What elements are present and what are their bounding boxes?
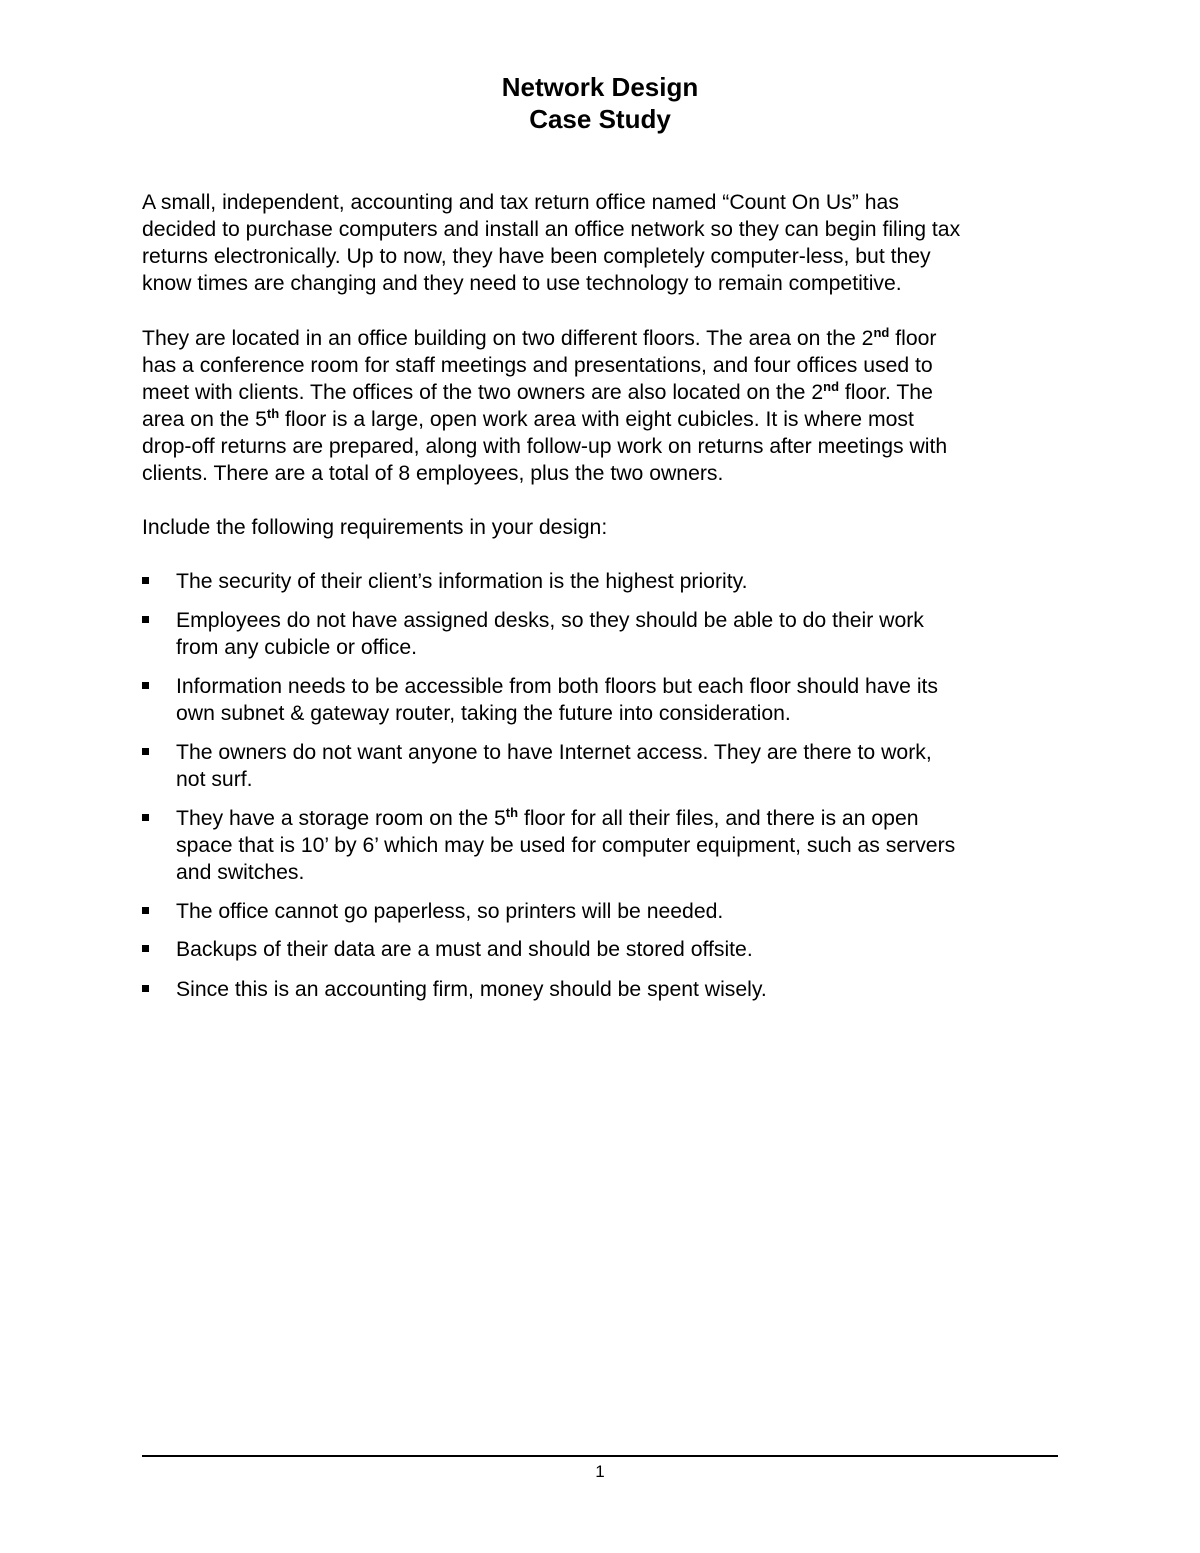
requirement-text xyxy=(176,607,1072,661)
requirement-line: The office cannot go paperless, so printers will be needed. xyxy=(176,900,724,923)
location-line xyxy=(142,379,1072,406)
bullet-square-icon xyxy=(142,814,149,821)
footer-divider xyxy=(142,1455,1058,1457)
requirement-line: and switches. xyxy=(176,861,305,884)
location-line: clients. There are a total of 8 employees, plus the two owners. xyxy=(142,462,724,485)
document-title: Network Design xyxy=(501,72,699,102)
ordinal-suffix: nd xyxy=(823,378,840,394)
requirement-text xyxy=(176,936,1072,963)
document-subtitle: Case Study xyxy=(529,104,671,134)
requirement-line: Backups of their data are a must and should be stored offsite. xyxy=(176,938,753,961)
location-text: floor. The xyxy=(839,381,933,404)
bullet-square-icon xyxy=(142,577,149,584)
requirement-line xyxy=(176,805,1072,832)
location-paragraph xyxy=(142,325,1072,487)
requirement-line: own subnet & gateway router, taking the future into consideration. xyxy=(176,702,791,725)
requirement-text-part: floor for all their files, and there is an open xyxy=(518,807,919,830)
ordinal-suffix: nd xyxy=(873,324,890,340)
intro-line: know times are changing and they need to use technology to remain competitive. xyxy=(142,272,902,295)
intro-line: returns electronically. Up to now, they have been completely computer-less, but they xyxy=(142,245,931,268)
intro-line: decided to purchase computers and install an office network so they can begin filing tax xyxy=(142,218,961,241)
location-text: floor xyxy=(889,327,937,350)
requirement-text xyxy=(176,805,1072,886)
requirement-line: Information needs to be accessible from both floors but each floor should have its xyxy=(176,675,939,698)
requirement-line: from any cubicle or office. xyxy=(176,636,418,659)
intro-line: A small, independent, accounting and tax return office named “Count On Us” has xyxy=(142,191,899,214)
requirement-line: space that is 10’ by 6’ which may be used for computer equipment, such as servers xyxy=(176,834,956,857)
location-text: floor is a large, open work area with eight cubicles. It is where most xyxy=(279,408,914,431)
bullet-square-icon xyxy=(142,945,149,952)
requirement-text xyxy=(176,976,1072,1003)
bullet-square-icon xyxy=(142,616,149,623)
location-text: meet with clients. The offices of the two owners are also located on the 2 xyxy=(142,381,824,404)
ordinal-suffix: th xyxy=(266,405,280,421)
ordinal-suffix: th xyxy=(505,804,519,820)
location-line xyxy=(142,325,1072,352)
bullet-square-icon xyxy=(142,985,149,992)
location-line: drop-off returns are prepared, along with follow-up work on returns after meetings with xyxy=(142,435,948,458)
intro-paragraph xyxy=(142,189,1072,297)
requirement-text xyxy=(176,673,1072,727)
location-line xyxy=(142,406,1072,433)
requirement-text xyxy=(176,568,1072,595)
page-number: 1 xyxy=(595,1462,605,1481)
requirement-line: The security of their client’s information is the highest priority. xyxy=(176,570,748,593)
bullet-square-icon xyxy=(142,748,149,755)
requirement-line: The owners do not want anyone to have Internet access. They are there to work, xyxy=(176,741,932,764)
requirement-line: not surf. xyxy=(176,768,253,791)
location-text: area on the 5 xyxy=(142,408,267,431)
location-text: They are located in an office building on two different floors. The area on the 2 xyxy=(142,327,874,350)
requirement-text xyxy=(176,898,1072,925)
requirement-text-part: They have a storage room on the 5 xyxy=(176,807,506,830)
bullet-square-icon xyxy=(142,682,149,689)
requirement-line: Since this is an accounting firm, money should be spent wisely. xyxy=(176,978,767,1001)
location-line: has a conference room for staff meetings and presentations, and four offices used to xyxy=(142,354,933,377)
requirement-text xyxy=(176,739,1072,793)
requirements-intro: Include the following requirements in your design: xyxy=(142,516,608,539)
requirement-line: Employees do not have assigned desks, so they should be able to do their work xyxy=(176,609,924,632)
bullet-square-icon xyxy=(142,907,149,914)
